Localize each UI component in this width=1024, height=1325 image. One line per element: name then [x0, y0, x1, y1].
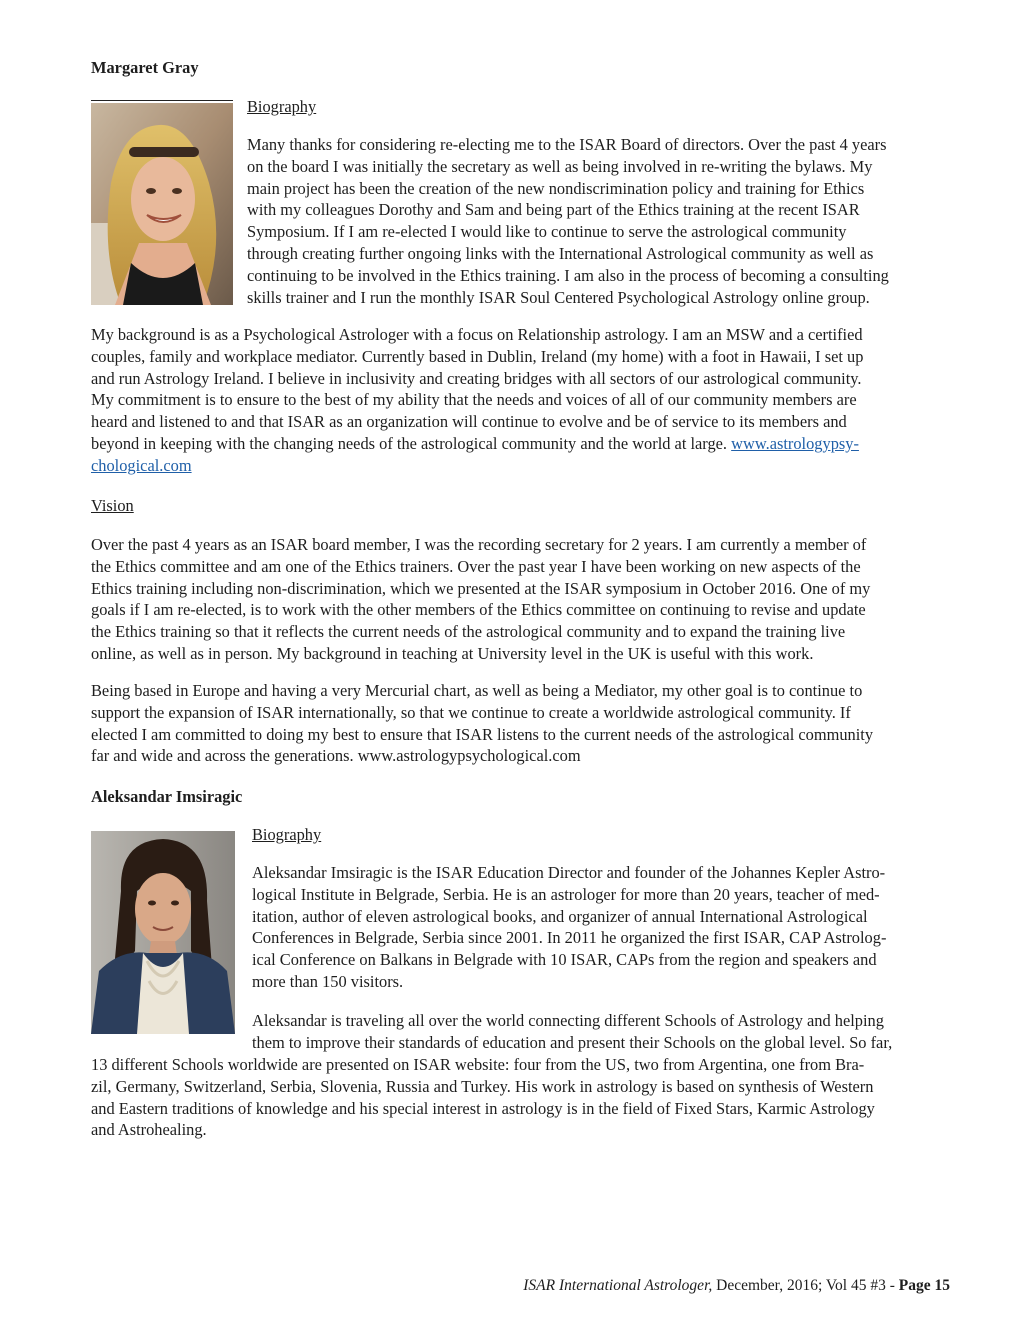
travel-paragraph — [91, 1054, 971, 1141]
background-paragraph — [91, 324, 971, 477]
text-line — [91, 433, 971, 455]
aleksandar-imsiragic-photo — [91, 831, 235, 1034]
text-line: continuing to be involved in the Ethics training. I am also in the process of becoming a consulting — [247, 265, 889, 285]
text-line: and Eastern traditions of knowledge and his special interest in astrology is in the field of Fixed Stars, Karmic Astrology — [91, 1098, 875, 1118]
publication-name: ISAR International Astrologer, — [523, 1277, 713, 1294]
issue-info: December, 2016; Vol 45 #3 - — [712, 1277, 899, 1294]
text-line: and Astrohealing. — [91, 1120, 207, 1140]
text-line: Over the past 4 years as an ISAR board member, I was the recording secretary for 2 years. I am currently a member of — [91, 535, 867, 554]
text-line: far and wide and across the generations. www.astrologypsychological.com — [91, 746, 581, 766]
text-line: Symposium. If I am re-elected I would like to continue to serve the astrological community — [247, 222, 847, 242]
text-line: itation, author of eleven astrological books, and organizer of annual International Astrological — [252, 906, 868, 926]
page-footer — [523, 1275, 950, 1297]
text-line: support the expansion of ISAR internationally, so that we continue to create a worldwide astrological community. If — [91, 702, 851, 722]
text-line: couples, family and workplace mediator. Currently based in Dublin, Ireland (my home) with a foot in Hawaii, I set up — [91, 346, 864, 366]
text-line: logical Institute in Belgrade, Serbia. He is an astrologer for more than 20 years, teacher of med- — [252, 884, 880, 904]
text-line: with my colleagues Dorothy and Sam and being part of the Ethics training at the recent ISAR — [247, 200, 860, 220]
text-line: Many thanks for considering re-electing me to the ISAR Board of directors. Over the past 4 years — [247, 135, 887, 154]
margaret-gray-photo — [91, 103, 233, 305]
text-span: beyond in keeping with the changing needs of the astrological community and the world at large. — [91, 433, 728, 453]
text-line: My commitment is to ensure to the best of my ability that the needs and voices of all of our community members are — [91, 390, 857, 410]
text-line: Aleksandar is traveling all over the world connecting different Schools of Astrology and helping — [252, 1011, 884, 1030]
biography-text — [247, 134, 967, 308]
website-link[interactable]: www.astrologypsy- — [731, 433, 859, 453]
text-line: My background is as a Psychological Astrologer with a focus on Relationship astrology. I am an MSW and a certified — [91, 325, 863, 344]
text-line: Aleksandar Imsiragic is the ISAR Education Director and founder of the Johannes Kepler Astro- — [252, 863, 886, 882]
biography-text — [252, 862, 967, 993]
text-line: Ethics training including non-discrimination, which we presented at the ISAR symposium in October 2016. One of my — [91, 578, 871, 598]
vision-heading: Vision — [91, 496, 134, 515]
biography-heading: Biography — [252, 825, 322, 844]
text-line: Being based in Europe and having a very Mercurial chart, as well as being a Mediator, my other goal is to continue to — [91, 681, 863, 700]
text-line: ical Conference on Balkans in Belgrade with 10 ISAR, CAPs from the region and speakers and — [252, 950, 877, 970]
vision-paragraph — [91, 534, 971, 665]
text-line: the Ethics committee and am one of the Ethics trainers. Over the past year I have been working on new aspects of the — [91, 556, 861, 576]
candidate-name: Aleksandar Imsiragic — [91, 787, 243, 806]
divider-line — [91, 100, 233, 101]
text-line — [91, 455, 971, 477]
text-line: elected I am committed to doing my best to ensure that ISAR listens to the current needs of the astrological community — [91, 724, 874, 744]
text-line: them to improve their standards of education and present their Schools on the global level. So far, — [252, 1032, 893, 1052]
travel-paragraph-top — [252, 1010, 967, 1054]
text-line: Conferences in Belgrade, Serbia since 2001. In 2011 he organized the first ISAR, CAP Astrolog- — [252, 928, 887, 948]
candidate-name: Margaret Gray — [91, 58, 199, 77]
website-link-continued[interactable]: chological.com — [91, 455, 192, 475]
text-line: online, as well as in person. My background in teaching at University level in the UK is useful with this work. — [91, 643, 814, 663]
text-line: main project has been the creation of the new nondiscrimination policy and training for Ethics — [247, 178, 865, 198]
text-line: on the board I was initially the secretary as well as being involved in re-writing the bylaws. My — [247, 156, 873, 176]
text-line: through creating further ongoing links with the International Astrological community as well as — [247, 243, 874, 263]
text-line: goals if I am re-elected, is to work with the other members of the Ethics committee on continuing to revise and update — [91, 600, 866, 620]
goals-paragraph — [91, 680, 971, 767]
text-line: skills trainer and I run the monthly ISAR Soul Centered Psychological Astrology online group. — [247, 287, 870, 307]
text-line: more than 150 visitors. — [252, 971, 404, 991]
page-number: Page 15 — [898, 1277, 950, 1294]
text-line: heard and listened to and that ISAR as an organization will continue to evolve and be of service to its members and — [91, 412, 847, 432]
text-line: 13 different Schools worldwide are presented on ISAR website: four from the US, two from Argentina, one from Bra- — [91, 1055, 865, 1074]
text-line: and run Astrology Ireland. I believe in inclusivity and creating bridges with all sectors of our astrological community. — [91, 368, 862, 388]
text-line: the Ethics training so that it reflects the current needs of the astrological community and to expand the training live — [91, 622, 846, 642]
text-line: zil, Germany, Switzerland, Serbia, Slovenia, Russia and Turkey. His work in astrology is based on synthesis of Western — [91, 1076, 874, 1096]
biography-heading: Biography — [247, 97, 317, 116]
